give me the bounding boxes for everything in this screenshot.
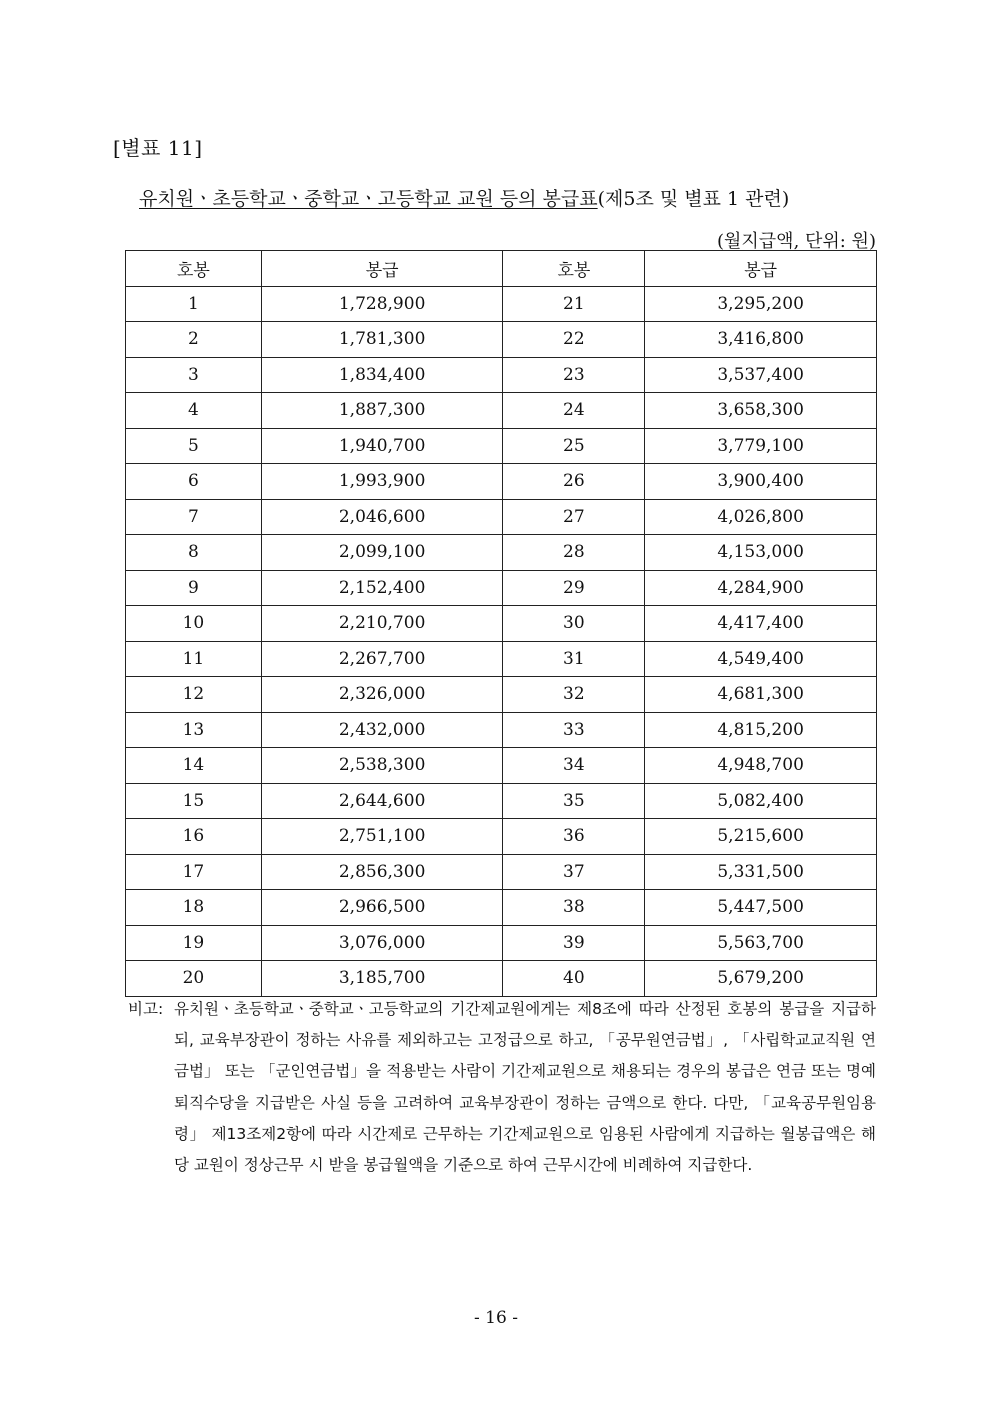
- table-row: [126, 570, 877, 606]
- salary-cell: 3,900,400: [645, 464, 877, 500]
- header-salary: 봉급: [261, 251, 503, 287]
- step-cell: 17: [126, 854, 262, 890]
- table-row: [126, 925, 877, 961]
- document-title: [139, 184, 789, 211]
- step-cell: 38: [503, 890, 645, 926]
- table-row: [126, 393, 877, 429]
- salary-cell: 2,152,400: [261, 570, 503, 606]
- table-row: [126, 961, 877, 997]
- step-cell: 20: [126, 961, 262, 997]
- annex-label: [별표 11]: [113, 136, 203, 160]
- step-cell: 35: [503, 783, 645, 819]
- remark-text: 유치원ㆍ초등학교ㆍ중학교ㆍ고등학교의 기간제교원에게는 제8조에 따라 산정된 호봉의 봉급을 지급하되, 교육부장관이 정하는 사유를 제외하고는 고정급으로 하고, 「공무원연금법」, 「사립학교교직원 연금법」 또는 「군인연금법」을 적용받는 사람이 기간제교원으로 채용되는 경우의 봉급은 연금 또는 명예퇴직수당을 지급받은 사실 등을 고려하여 교육부장관이 정하는 금액으로 한다. 다만, 「교육공무원임용령」 제13조제2항에 따라 시간제로 근무하는 기간제교원으로 임용된 사람에게 지급하는 월봉급액은 해당 교원이 정상근무 시 받을 봉급월액을 기준으로 하여 근무시간에 비례하여 지급한다.: [174, 1000, 876, 1175]
- salary-cell: 1,993,900: [261, 464, 503, 500]
- table-row: [126, 677, 877, 713]
- step-cell: 8: [126, 535, 262, 571]
- table-row: [126, 322, 877, 358]
- salary-cell: 2,099,100: [261, 535, 503, 571]
- salary-cell: 4,815,200: [645, 712, 877, 748]
- step-cell: 29: [503, 570, 645, 606]
- salary-cell: 5,447,500: [645, 890, 877, 926]
- step-cell: 33: [503, 712, 645, 748]
- salary-cell: 1,728,900: [261, 286, 503, 322]
- salary-cell: 5,563,700: [645, 925, 877, 961]
- table-header-row: [126, 251, 877, 287]
- step-cell: 32: [503, 677, 645, 713]
- page-number: - 16 -: [474, 1308, 518, 1328]
- salary-cell: 3,416,800: [645, 322, 877, 358]
- step-cell: 27: [503, 499, 645, 535]
- salary-cell: 3,185,700: [261, 961, 503, 997]
- salary-cell: 3,295,200: [645, 286, 877, 322]
- table-row: [126, 783, 877, 819]
- step-cell: 30: [503, 606, 645, 642]
- salary-cell: 3,076,000: [261, 925, 503, 961]
- salary-cell: 2,326,000: [261, 677, 503, 713]
- step-cell: 22: [503, 322, 645, 358]
- salary-cell: 5,331,500: [645, 854, 877, 890]
- salary-cell: 4,549,400: [645, 641, 877, 677]
- salary-cell: 5,215,600: [645, 819, 877, 855]
- salary-cell: 3,537,400: [645, 357, 877, 393]
- step-cell: 39: [503, 925, 645, 961]
- step-cell: 40: [503, 961, 645, 997]
- step-cell: 3: [126, 357, 262, 393]
- salary-cell: 1,781,300: [261, 322, 503, 358]
- table-row: [126, 535, 877, 571]
- step-cell: 11: [126, 641, 262, 677]
- unit-note: (월지급액, 단위: 원): [717, 231, 876, 252]
- table-row: [126, 890, 877, 926]
- salary-cell: 5,679,200: [645, 961, 877, 997]
- table-row: [126, 464, 877, 500]
- salary-cell: 2,644,600: [261, 783, 503, 819]
- salary-cell: 2,966,500: [261, 890, 503, 926]
- step-cell: 2: [126, 322, 262, 358]
- step-cell: 16: [126, 819, 262, 855]
- salary-cell: 1,834,400: [261, 357, 503, 393]
- step-cell: 21: [503, 286, 645, 322]
- step-cell: 7: [126, 499, 262, 535]
- table-row: [126, 499, 877, 535]
- salary-cell: 3,779,100: [645, 428, 877, 464]
- remark-label: 비고:: [128, 1000, 164, 1018]
- salary-cell: 4,026,800: [645, 499, 877, 535]
- step-cell: 6: [126, 464, 262, 500]
- salary-cell: 2,210,700: [261, 606, 503, 642]
- step-cell: 9: [126, 570, 262, 606]
- salary-cell: 1,940,700: [261, 428, 503, 464]
- step-cell: 18: [126, 890, 262, 926]
- step-cell: 26: [503, 464, 645, 500]
- salary-cell: 2,432,000: [261, 712, 503, 748]
- salary-cell: 4,153,000: [645, 535, 877, 571]
- salary-cell: 5,082,400: [645, 783, 877, 819]
- salary-table: [125, 250, 877, 997]
- table-row: [126, 606, 877, 642]
- step-cell: 25: [503, 428, 645, 464]
- salary-cell: 4,417,400: [645, 606, 877, 642]
- step-cell: 34: [503, 748, 645, 784]
- table-row: [126, 286, 877, 322]
- step-cell: 15: [126, 783, 262, 819]
- salary-cell: 2,856,300: [261, 854, 503, 890]
- step-cell: 10: [126, 606, 262, 642]
- step-cell: 12: [126, 677, 262, 713]
- step-cell: 4: [126, 393, 262, 429]
- table-row: [126, 641, 877, 677]
- step-cell: 31: [503, 641, 645, 677]
- table-row: [126, 854, 877, 890]
- table-row: [126, 748, 877, 784]
- header-salary: 봉급: [645, 251, 877, 287]
- step-cell: 23: [503, 357, 645, 393]
- salary-cell: 4,948,700: [645, 748, 877, 784]
- table-row: [126, 357, 877, 393]
- table-row: [126, 428, 877, 464]
- table-row: [126, 819, 877, 855]
- table-row: [126, 712, 877, 748]
- header-step: 호봉: [126, 251, 262, 287]
- salary-table-body: [126, 286, 877, 996]
- title-reference: (제5조 및 별표 1 관련): [597, 188, 790, 210]
- step-cell: 1: [126, 286, 262, 322]
- title-main: 유치원ㆍ초등학교ㆍ중학교ㆍ고등학교 교원 등의 봉급표: [139, 188, 598, 210]
- step-cell: 24: [503, 393, 645, 429]
- salary-cell: 4,284,900: [645, 570, 877, 606]
- step-cell: 5: [126, 428, 262, 464]
- step-cell: 36: [503, 819, 645, 855]
- salary-cell: 2,267,700: [261, 641, 503, 677]
- header-step: 호봉: [503, 251, 645, 287]
- salary-cell: 2,046,600: [261, 499, 503, 535]
- step-cell: 28: [503, 535, 645, 571]
- salary-cell: 1,887,300: [261, 393, 503, 429]
- step-cell: 19: [126, 925, 262, 961]
- step-cell: 14: [126, 748, 262, 784]
- salary-cell: 2,538,300: [261, 748, 503, 784]
- salary-cell: 3,658,300: [645, 393, 877, 429]
- salary-cell: 2,751,100: [261, 819, 503, 855]
- remark-note: [128, 994, 876, 1181]
- step-cell: 13: [126, 712, 262, 748]
- step-cell: 37: [503, 854, 645, 890]
- salary-cell: 4,681,300: [645, 677, 877, 713]
